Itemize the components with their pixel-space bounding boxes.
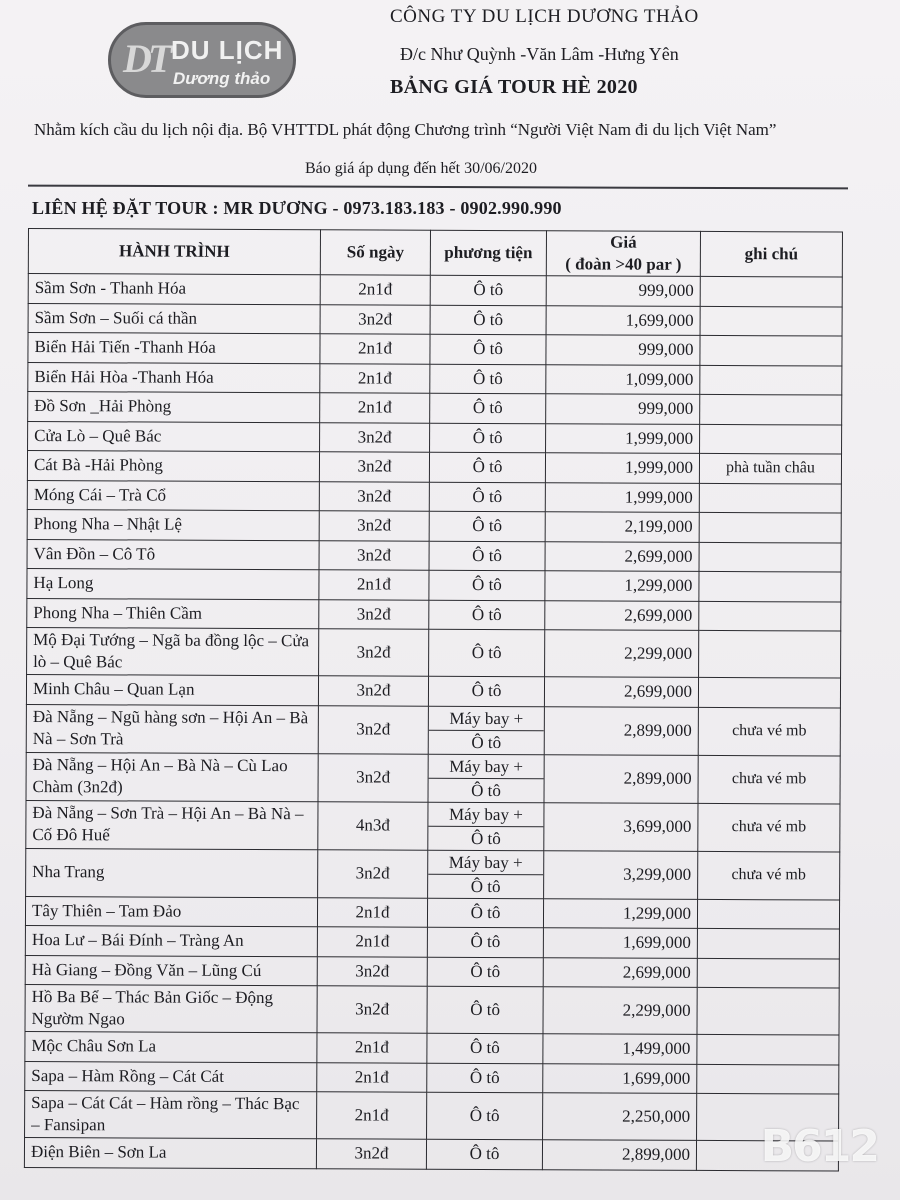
note-cell bbox=[700, 335, 842, 365]
price-cell: 2,899,000 bbox=[542, 1140, 696, 1170]
table-row bbox=[28, 392, 842, 425]
table-row bbox=[27, 451, 841, 484]
note-cell bbox=[700, 365, 842, 395]
route-cell: Cửa Lò – Quê Bác bbox=[28, 421, 320, 452]
vehicle-cell: Ô tô bbox=[427, 1033, 543, 1063]
days-cell: 3n2đ bbox=[318, 676, 428, 706]
vehicle-cell bbox=[428, 706, 544, 755]
note-cell: chưa vé mb bbox=[698, 707, 840, 756]
days-cell: 3n2đ bbox=[318, 753, 428, 801]
price-cell: 999,000 bbox=[546, 335, 700, 365]
route-cell: Hà Giang – Đồng Văn – Lũng Cú bbox=[25, 955, 317, 986]
vehicle-cell: Ô tô bbox=[430, 423, 546, 453]
vehicle-cell: Ô tô bbox=[427, 1063, 543, 1093]
route-cell: Điện Biên – Sơn La bbox=[24, 1137, 316, 1168]
price-cell: 1,099,000 bbox=[546, 364, 700, 394]
vehicle-secondary: Ô tô bbox=[428, 825, 543, 850]
route-cell: Hoa Lư – Bái Đính – Tràng An bbox=[25, 925, 317, 956]
table-row bbox=[28, 303, 842, 336]
vehicle-cell: Ô tô bbox=[426, 1139, 542, 1169]
note-cell bbox=[697, 1034, 839, 1064]
table-row bbox=[27, 539, 841, 572]
days-cell: 4n3đ bbox=[318, 801, 428, 849]
route-cell: Minh Châu – Quan Lạn bbox=[26, 674, 318, 705]
price-cell: 2,299,000 bbox=[545, 630, 699, 678]
route-cell: Phong Nha – Nhật Lệ bbox=[27, 509, 319, 540]
vehicle-primary: Máy bay + bbox=[449, 804, 523, 824]
header-days: Số ngày bbox=[320, 230, 430, 275]
price-cell: 1,999,000 bbox=[545, 453, 699, 483]
route-cell: Sầm Sơn – Suối cá thần bbox=[28, 303, 320, 334]
vehicle-cell: Ô tô bbox=[429, 629, 545, 677]
vehicle-cell bbox=[428, 802, 544, 851]
note-cell: chưa vé mb bbox=[698, 851, 840, 900]
note-cell: chưa vé mb bbox=[698, 803, 840, 852]
price-cell: 1,999,000 bbox=[546, 423, 700, 453]
vehicle-secondary: Ô tô bbox=[429, 777, 544, 802]
price-cell: 999,000 bbox=[546, 276, 700, 306]
days-cell: 2n1đ bbox=[317, 897, 427, 927]
vehicle-cell: Ô tô bbox=[429, 600, 545, 630]
header-note: ghi chú bbox=[700, 231, 842, 277]
vehicle-cell: Ô tô bbox=[427, 986, 543, 1034]
route-cell: Đà Nẵng – Hội An – Bà Nà – Cù Lao Chàm (3n2đ) bbox=[26, 752, 318, 801]
company-address: Đ/c Như Quỳnh -Văn Lâm -Hưng Yên bbox=[400, 44, 679, 64]
header-route: HÀNH TRÌNH bbox=[28, 229, 320, 275]
route-cell: Sapa – Cát Cát – Hàm rồng – Thác Bạc – Fansipan bbox=[25, 1090, 317, 1138]
days-cell: 3n2đ bbox=[316, 1139, 426, 1169]
note-cell bbox=[700, 424, 842, 454]
price-cell: 3,299,000 bbox=[544, 850, 698, 899]
table-row bbox=[26, 704, 840, 756]
note-cell bbox=[699, 483, 841, 513]
days-cell: 3n2đ bbox=[317, 956, 427, 986]
days-cell: 2n1đ bbox=[320, 275, 430, 305]
note-cell bbox=[699, 601, 841, 631]
vehicle-cell: Ô tô bbox=[430, 393, 546, 423]
price-cell: 1,299,000 bbox=[543, 898, 697, 928]
price-cell: 999,000 bbox=[546, 394, 700, 424]
table-row bbox=[25, 925, 839, 958]
vehicle-cell: Ô tô bbox=[430, 334, 546, 364]
days-cell: 2n1đ bbox=[317, 927, 427, 957]
days-cell: 2n1đ bbox=[320, 334, 430, 364]
table-row bbox=[26, 674, 840, 707]
route-cell: Móng Cái – Trà Cổ bbox=[27, 480, 319, 511]
price-cell: 1,699,000 bbox=[543, 1063, 697, 1093]
tour-price-table bbox=[24, 228, 843, 1171]
days-cell: 3n2đ bbox=[320, 304, 430, 334]
route-cell: Hạ Long bbox=[27, 568, 319, 599]
days-cell: 2n1đ bbox=[320, 393, 430, 423]
vehicle-primary: Máy bay + bbox=[448, 852, 523, 872]
table-header-row bbox=[28, 229, 842, 278]
note-cell bbox=[698, 677, 840, 707]
price-cell: 2,899,000 bbox=[544, 706, 698, 755]
vehicle-cell: Ô tô bbox=[429, 570, 545, 600]
note-cell bbox=[699, 630, 841, 678]
price-cell: 1,499,000 bbox=[543, 1034, 697, 1064]
route-cell: Mộc Châu Sơn La bbox=[25, 1031, 317, 1062]
route-cell: Biển Hải Tiến -Thanh Hóa bbox=[28, 333, 320, 364]
validity-note: Báo giá áp dụng đến hết 30/06/2020 bbox=[305, 160, 537, 177]
note-cell bbox=[697, 987, 839, 1035]
table-row bbox=[28, 421, 842, 454]
table-row bbox=[27, 568, 841, 601]
vehicle-secondary: Ô tô bbox=[428, 873, 543, 898]
days-cell: 3n2đ bbox=[319, 511, 429, 541]
vehicle-cell: Ô tô bbox=[430, 305, 546, 335]
route-cell: Đà Nẵng – Sơn Trà – Hội An – Bà Nà – Cố Đô Huế bbox=[26, 800, 318, 849]
header-price-label: Giá bbox=[610, 232, 637, 252]
vehicle-cell: Ô tô bbox=[429, 541, 545, 571]
route-cell: Cát Bà -Hải Phòng bbox=[27, 451, 319, 482]
vehicle-cell: Ô tô bbox=[428, 676, 544, 706]
price-cell: 2,250,000 bbox=[543, 1093, 697, 1141]
table-row bbox=[27, 480, 841, 513]
table-row bbox=[28, 274, 842, 307]
header-divider bbox=[28, 185, 848, 190]
days-cell: 3n2đ bbox=[319, 481, 429, 511]
days-cell: 3n2đ bbox=[319, 540, 429, 570]
route-cell: Đà Nẵng – Ngũ hàng sơn – Hội An – Bà Nà – Sơn Trà bbox=[26, 704, 318, 753]
header-price-condition: ( đoàn >40 par ) bbox=[565, 254, 682, 274]
intro-text: Nhằm kích cầu du lịch nội địa. Bộ VHTTDL phát động Chương trình “Người Việt Nam đi du lịch Việt Nam” bbox=[34, 120, 777, 139]
price-cell: 1,699,000 bbox=[543, 928, 697, 958]
vehicle-primary: Máy bay + bbox=[449, 756, 524, 776]
days-cell: 3n2đ bbox=[319, 599, 429, 629]
route-cell: Phong Nha – Thiên Cầm bbox=[27, 598, 319, 629]
vehicle-cell: Ô tô bbox=[427, 898, 543, 928]
vehicle-secondary: Ô tô bbox=[429, 729, 544, 754]
price-cell: 2,899,000 bbox=[544, 754, 698, 803]
logo-text-top: DU LỊCH bbox=[171, 35, 284, 65]
note-cell bbox=[699, 542, 841, 572]
document-title: BẢNG GIÁ TOUR HÈ 2020 bbox=[390, 76, 638, 98]
price-cell: 2,699,000 bbox=[545, 600, 699, 630]
route-cell: Nha Trang bbox=[26, 848, 318, 897]
note-cell: chưa vé mb bbox=[698, 755, 840, 804]
logo-monogram: DT bbox=[123, 36, 169, 81]
days-cell: 2n1đ bbox=[317, 1062, 427, 1092]
camera-watermark: B612 bbox=[760, 1121, 878, 1172]
days-cell: 3n2đ bbox=[320, 422, 430, 452]
vehicle-primary: Máy bay + bbox=[449, 708, 524, 728]
route-cell: Mộ Đại Tướng – Ngã ba đồng lộc – Cửa lò – Quê Bác bbox=[27, 627, 319, 675]
table-row bbox=[25, 984, 839, 1035]
days-cell: 3n2đ bbox=[318, 849, 428, 897]
note-cell bbox=[697, 958, 839, 988]
company-logo bbox=[108, 22, 296, 98]
price-cell: 1,699,000 bbox=[546, 305, 700, 335]
table-row bbox=[28, 362, 842, 395]
vehicle-cell: Ô tô bbox=[429, 482, 545, 512]
days-cell: 2n1đ bbox=[317, 1092, 427, 1139]
price-cell: 1,999,000 bbox=[545, 482, 699, 512]
price-cell: 2,699,000 bbox=[543, 957, 697, 987]
days-cell: 2n1đ bbox=[317, 1033, 427, 1063]
route-cell: Vân Đồn – Cô Tô bbox=[27, 539, 319, 570]
price-cell: 1,299,000 bbox=[545, 571, 699, 601]
price-cell: 2,699,000 bbox=[545, 541, 699, 571]
note-cell bbox=[697, 928, 839, 958]
price-cell: 2,699,000 bbox=[544, 677, 698, 707]
company-name: CÔNG TY DU LỊCH DƯƠNG THẢO bbox=[390, 6, 699, 27]
route-cell: Tây Thiên – Tam Đảo bbox=[25, 896, 317, 927]
note-cell bbox=[700, 306, 842, 336]
days-cell: 3n2đ bbox=[319, 452, 429, 482]
vehicle-cell bbox=[428, 754, 544, 803]
price-cell: 2,199,000 bbox=[545, 512, 699, 542]
table-row bbox=[25, 955, 839, 988]
vehicle-cell: Ô tô bbox=[429, 452, 545, 482]
table-row bbox=[24, 1137, 838, 1170]
price-cell: 2,299,000 bbox=[543, 987, 697, 1035]
route-cell: Hồ Ba Bể – Thác Bản Giốc – Động Ngườm Ngao bbox=[25, 984, 317, 1032]
table-row bbox=[26, 800, 840, 852]
note-cell bbox=[697, 899, 839, 929]
header-price bbox=[546, 231, 700, 277]
table-row bbox=[26, 752, 840, 804]
vehicle-cell: Ô tô bbox=[430, 275, 546, 305]
note-cell: phà tuần châu bbox=[699, 453, 841, 483]
days-cell: 2n1đ bbox=[320, 363, 430, 393]
vehicle-cell bbox=[428, 850, 544, 899]
note-cell bbox=[697, 1064, 839, 1094]
logo-text-bottom: Dương thảo bbox=[173, 69, 271, 88]
table-row bbox=[26, 848, 840, 900]
note-cell bbox=[699, 512, 841, 542]
days-cell: 2n1đ bbox=[319, 570, 429, 600]
route-cell: Sapa – Hàm Rồng – Cát Cát bbox=[25, 1061, 317, 1092]
vehicle-cell: Ô tô bbox=[427, 1092, 543, 1140]
table-row bbox=[27, 627, 841, 678]
table-row bbox=[28, 333, 842, 366]
table-row bbox=[27, 598, 841, 631]
vehicle-cell: Ô tô bbox=[427, 927, 543, 957]
note-cell bbox=[700, 394, 842, 424]
note-cell bbox=[699, 571, 841, 601]
contact-line: LIÊN HỆ ĐẶT TOUR : MR DƯƠNG - 0973.183.183 - 0902.990.990 bbox=[32, 198, 562, 218]
table-row bbox=[25, 1090, 839, 1141]
header-vehicle: phương tiện bbox=[430, 230, 546, 276]
table-row bbox=[25, 1061, 839, 1094]
days-cell: 3n2đ bbox=[319, 629, 429, 676]
note-cell bbox=[700, 276, 842, 306]
vehicle-cell: Ô tô bbox=[430, 364, 546, 394]
route-cell: Đồ Sơn _Hải Phòng bbox=[28, 392, 320, 423]
table-row bbox=[25, 896, 839, 929]
route-cell: Sầm Sơn - Thanh Hóa bbox=[28, 274, 320, 305]
table-row bbox=[25, 1031, 839, 1064]
table-row bbox=[27, 509, 841, 542]
price-cell: 3,699,000 bbox=[544, 802, 698, 851]
days-cell: 3n2đ bbox=[317, 986, 427, 1033]
route-cell: Biển Hải Hòa -Thanh Hóa bbox=[28, 362, 320, 393]
days-cell: 3n2đ bbox=[318, 705, 428, 753]
vehicle-cell: Ô tô bbox=[429, 511, 545, 541]
vehicle-cell: Ô tô bbox=[427, 957, 543, 987]
